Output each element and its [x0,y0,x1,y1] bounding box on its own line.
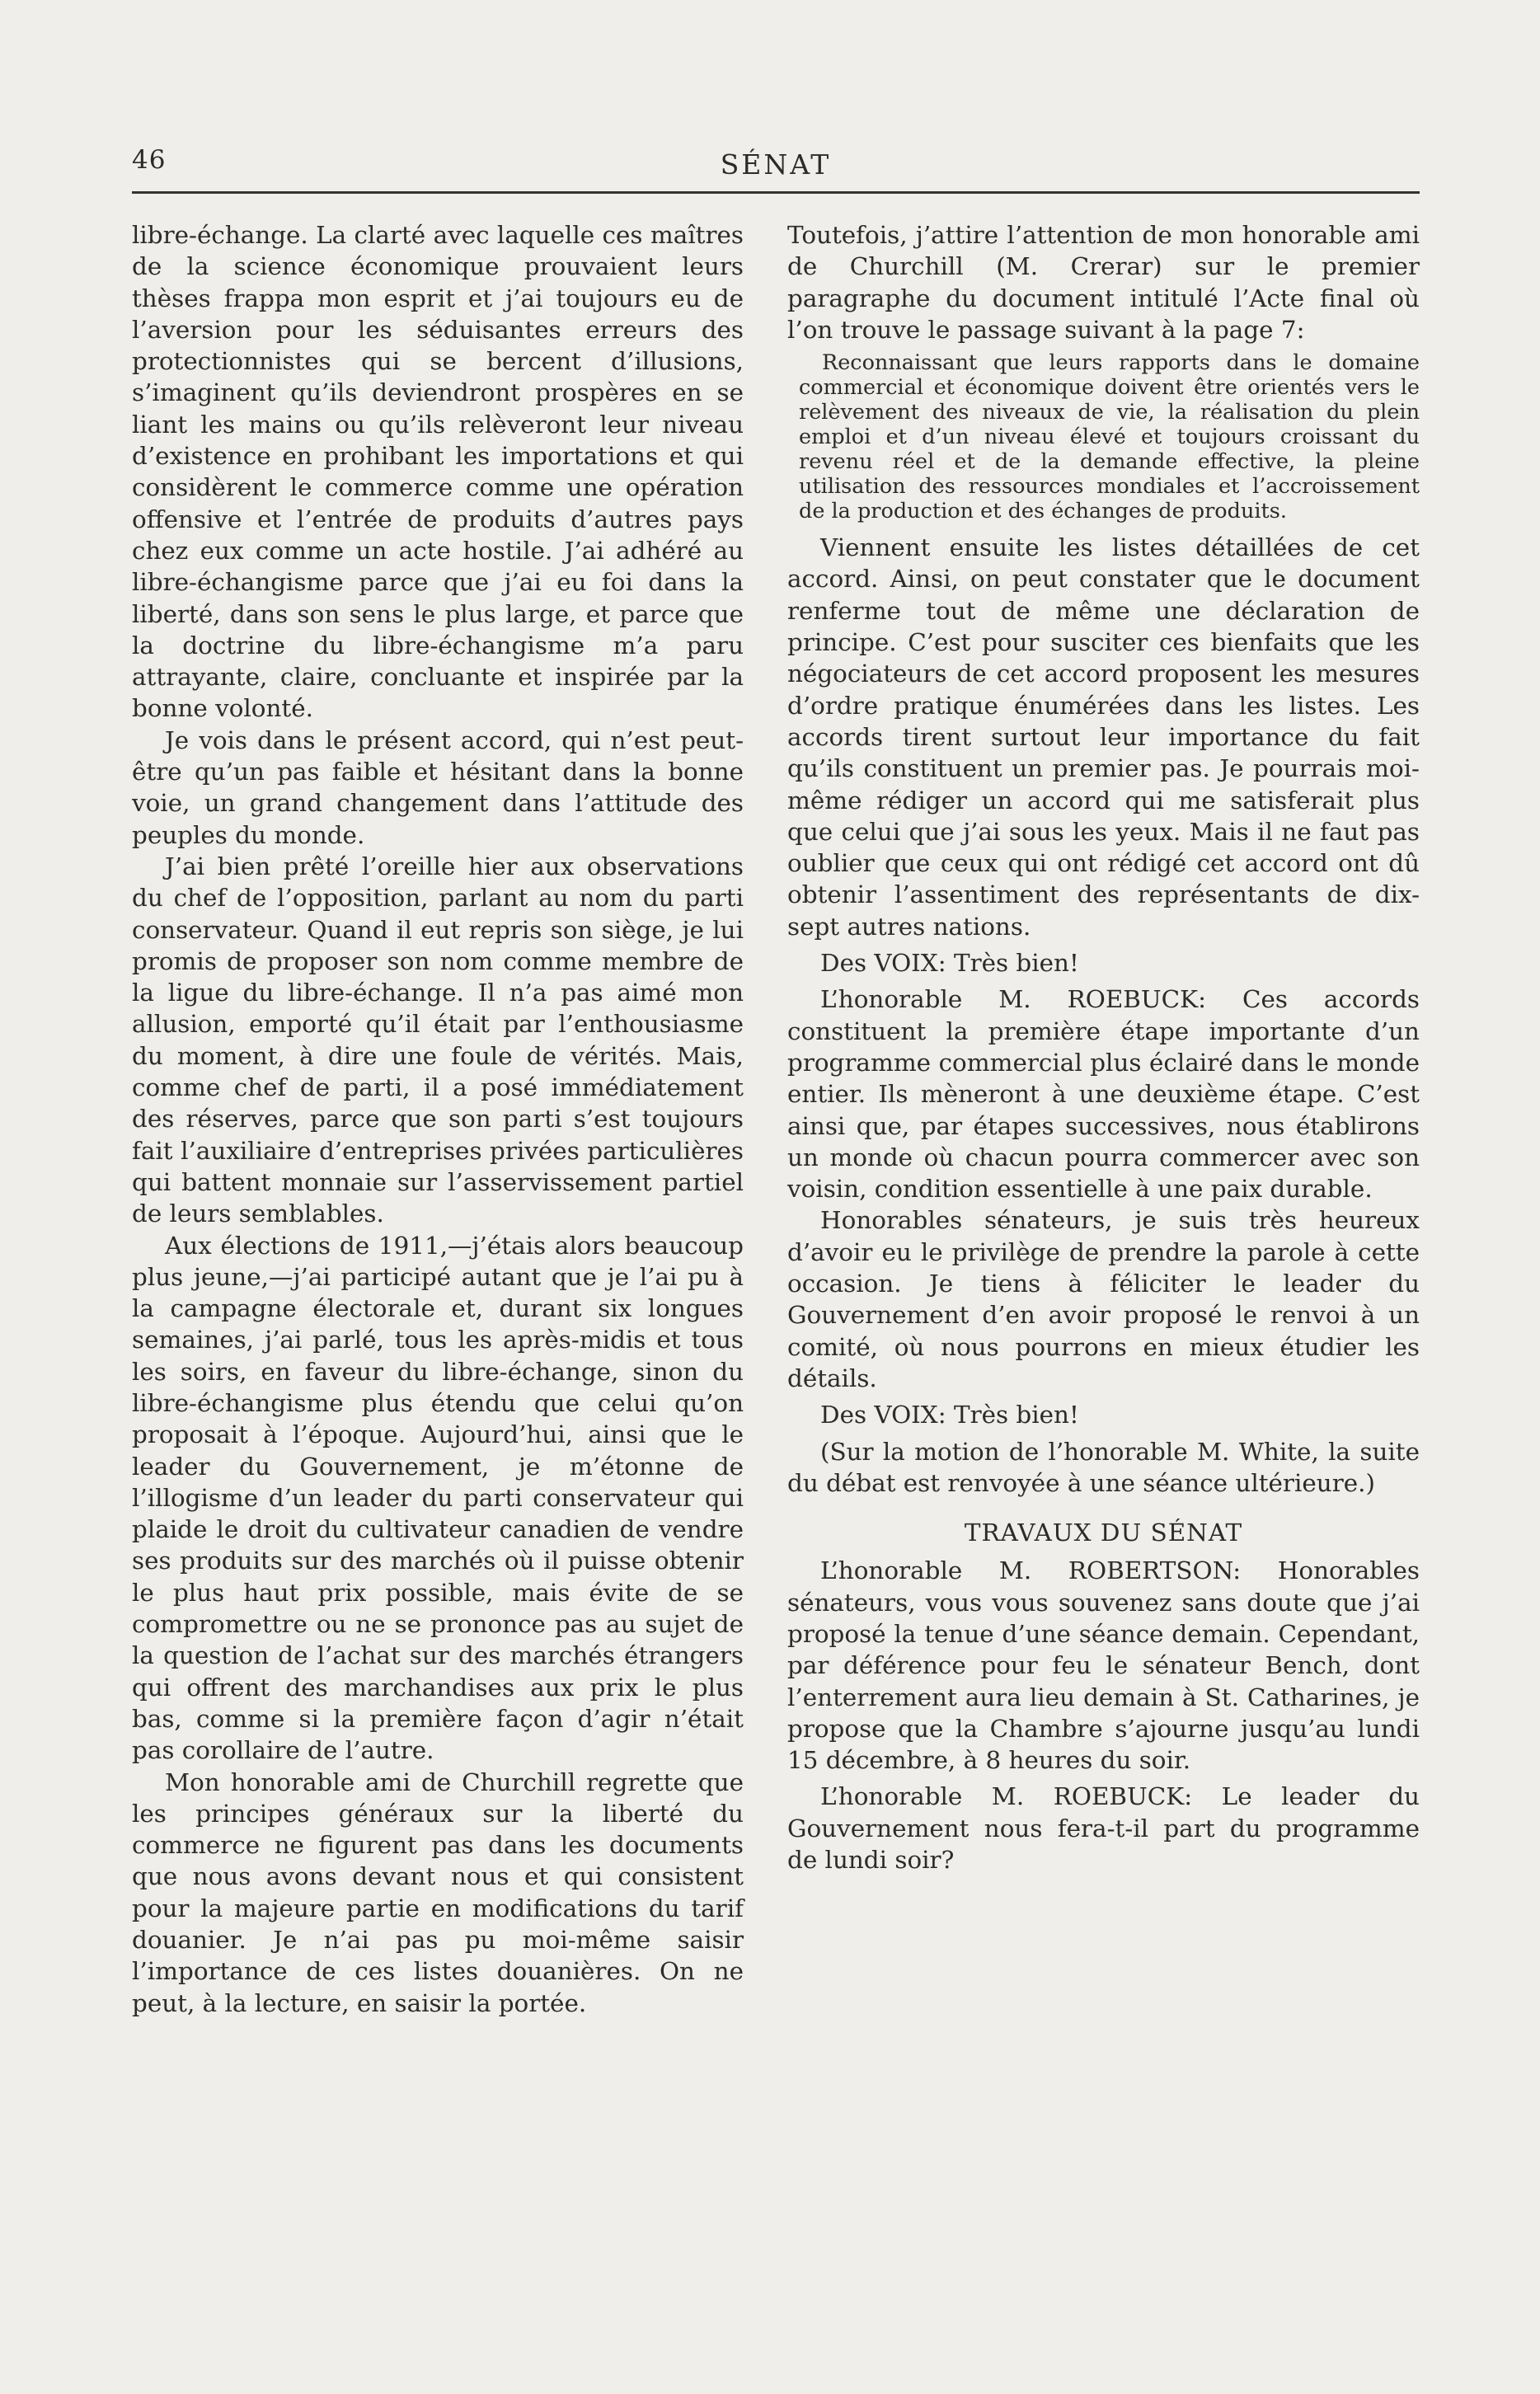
right-column [787,219,1420,1875]
procedural-note: (Sur la motion de l’honorable M. White, la suite du débat est renvoyée à une séance ultérieure.) [787,1437,1420,1497]
paragraph: Toutefois, j’attire l’attention de mon honorable ami de Churchill (M. Crerar) sur le premier paragraphe du document intitulé l’Acte final où l’on trouve le passage suivant à la page 7: [787,221,1420,344]
header-rule [132,191,1420,194]
quoted-passage: Reconnaissant que leurs rapports dans le domaine commercial et économique doivent être orientés vers le relèvement des niveaux de vie, la réalisation du plein emploi et d’un niveau élevé et toujours croissant du revenu réel et de la demande effective, la pleine utilisation des ressources mondiales et l’accroissement de la production et des échanges de produits. [799,350,1420,524]
speech-paragraph: L’honorable M. ROEBUCK: Ces accords constituent la première étape importante d’un programme commercial plus éclairé dans le monde entier. Ils mèneront à une deuxième étape. C’est ainsi que, par étapes successives, nous établirons un monde où chacun pourra commercer avec son voisin, condition essentielle à une paix durable. [787,985,1420,1204]
page-number: 46 [132,145,167,175]
paragraph: Je vois dans le présent accord, qui n’est peut-être qu’un pas faible et hésitant dans la bonne voie, un grand changement dans l’attitude des peuples du monde. [132,725,744,849]
paragraph: Aux élections de 1911,—j’étais alors beaucoup plus jeune,—j’ai participé autant que je l’ai pu à la campagne électorale et, durant six longues semaines, j’ai parlé, tous les après-midis et tous les soirs, en faveur du libre-échange, sinon du libre-échangisme plus étendu que celui qu’on proposait à l’époque. Aujourd’hui, ainsi que le leader du Gouvernement, je m’étonne de l’illogisme d’un leader du parti conservateur qui plaide le droit du cultivateur canadien de vendre ses produits sur des marchés où il puisse obtenir le plus haut prix possible, mais évite de se compromettre ou ne se prononce pas au sujet de la question de l’achat sur des marchés étrangers qui offrent des marchandises aux prix le plus bas, comme si la première façon d’agir n’était pas corollaire de l’autre. [132,1231,744,1765]
paragraph: libre-échange. La clarté avec laquelle ces maîtres de la science économique prouvaient leurs thèses frappa mon esprit et j’ai toujours eu de l’aversion pour les séduisantes erreurs des protectionnistes qui se bercent d’illusions, s’imaginent qu’ils deviendront prospères en se liant les mains ou qu’ils relèveront leur niveau d’existence en prohibant les importations et qui considèrent le commerce comme une opération offensive et l’entrée de produits d’autres pays chez eux comme un acte hostile. J’ai adhéré au libre-échangisme parce que j’ai eu foi dans la liberté, dans son sens le plus large, et parce que la doctrine du libre-échangisme m’a paru attrayante, claire, concluante et inspirée par la bonne volonté. [132,221,744,723]
interjection: Des VOIX: Très bien! [820,949,1079,978]
left-column [132,219,744,2019]
running-head: SÉNAT [720,148,832,181]
section-heading: TRAVAUX DU SÉNAT [964,1519,1243,1547]
paragraph: Honorables sénateurs, je suis très heureux d’avoir eu le privilège de prendre la parole à cette occasion. Je tiens à féliciter le leader du Gouvernement d’en avoir proposé le renvoi à un comité, où nous pourrons en mieux étudier les détails. [787,1206,1420,1392]
paragraph: Mon honorable ami de Churchill regrette que les principes généraux sur la liberté du commerce ne figurent pas dans les documents que nous avons devant nous et qui consistent pour la majeure partie en modifications du tarif douanier. Je n’ai pas pu moi-même saisir l’importance de ces listes douanières. On ne peut, à la lecture, en saisir la portée. [132,1767,744,2017]
speech-paragraph: L’honorable M. ROBERTSON: Honorables sénateurs, vous vous souvenez sans doute que j’ai proposé la tenue d’une séance demain. Cependant, par déférence pour feu le sénateur Bench, dont l’enterrement aura lieu demain à St. Catharines, je propose que la Chambre s’ajourne jusqu’au lundi 15 décembre, à 8 heures du soir. [787,1556,1420,1775]
page-header [132,145,1420,188]
paragraph: J’ai bien prêté l’oreille hier aux observations du chef de l’opposition, parlant au nom du parti conservateur. Quand il eut repris son siège, je lui promis de proposer son nom comme membre de la ligue du libre-échange. Il n’a pas aimé mon allusion, emporté qu’il était par l’enthousiasme du moment, à dire une foule de vérités. Mais, comme chef de parti, il a posé immédiatement des réserves, parce que son parti s’est toujours fait l’auxiliaire d’entreprises privées particulières qui battent monnaie sur l’asservissement partiel de leurs semblables. [132,852,744,1228]
speech-paragraph: L’honorable M. ROEBUCK: Le leader du Gouvernement nous fera-t-il part du programme de lundi soir? [787,1782,1420,1875]
interjection: Des VOIX: Très bien! [820,1401,1079,1429]
paragraph: Viennent ensuite les listes détaillées de cet accord. Ainsi, on peut constater que le document renferme tout de même une déclaration de principe. C’est pour susciter ces bienfaits que les négociateurs de cet accord proposent les mesures d’ordre pratique énumérées dans les listes. Les accords tirent surtout leur importance du fait qu’ils constituent un premier pas. Je pourrais moi-même rédiger un accord qui me satisferait plus que celui que j’ai sous les yeux. Mais il ne faut pas oublier que ceux qui ont rédigé cet accord ont dû obtenir l’assentiment des représentants de dix-sept autres nations. [787,533,1420,941]
